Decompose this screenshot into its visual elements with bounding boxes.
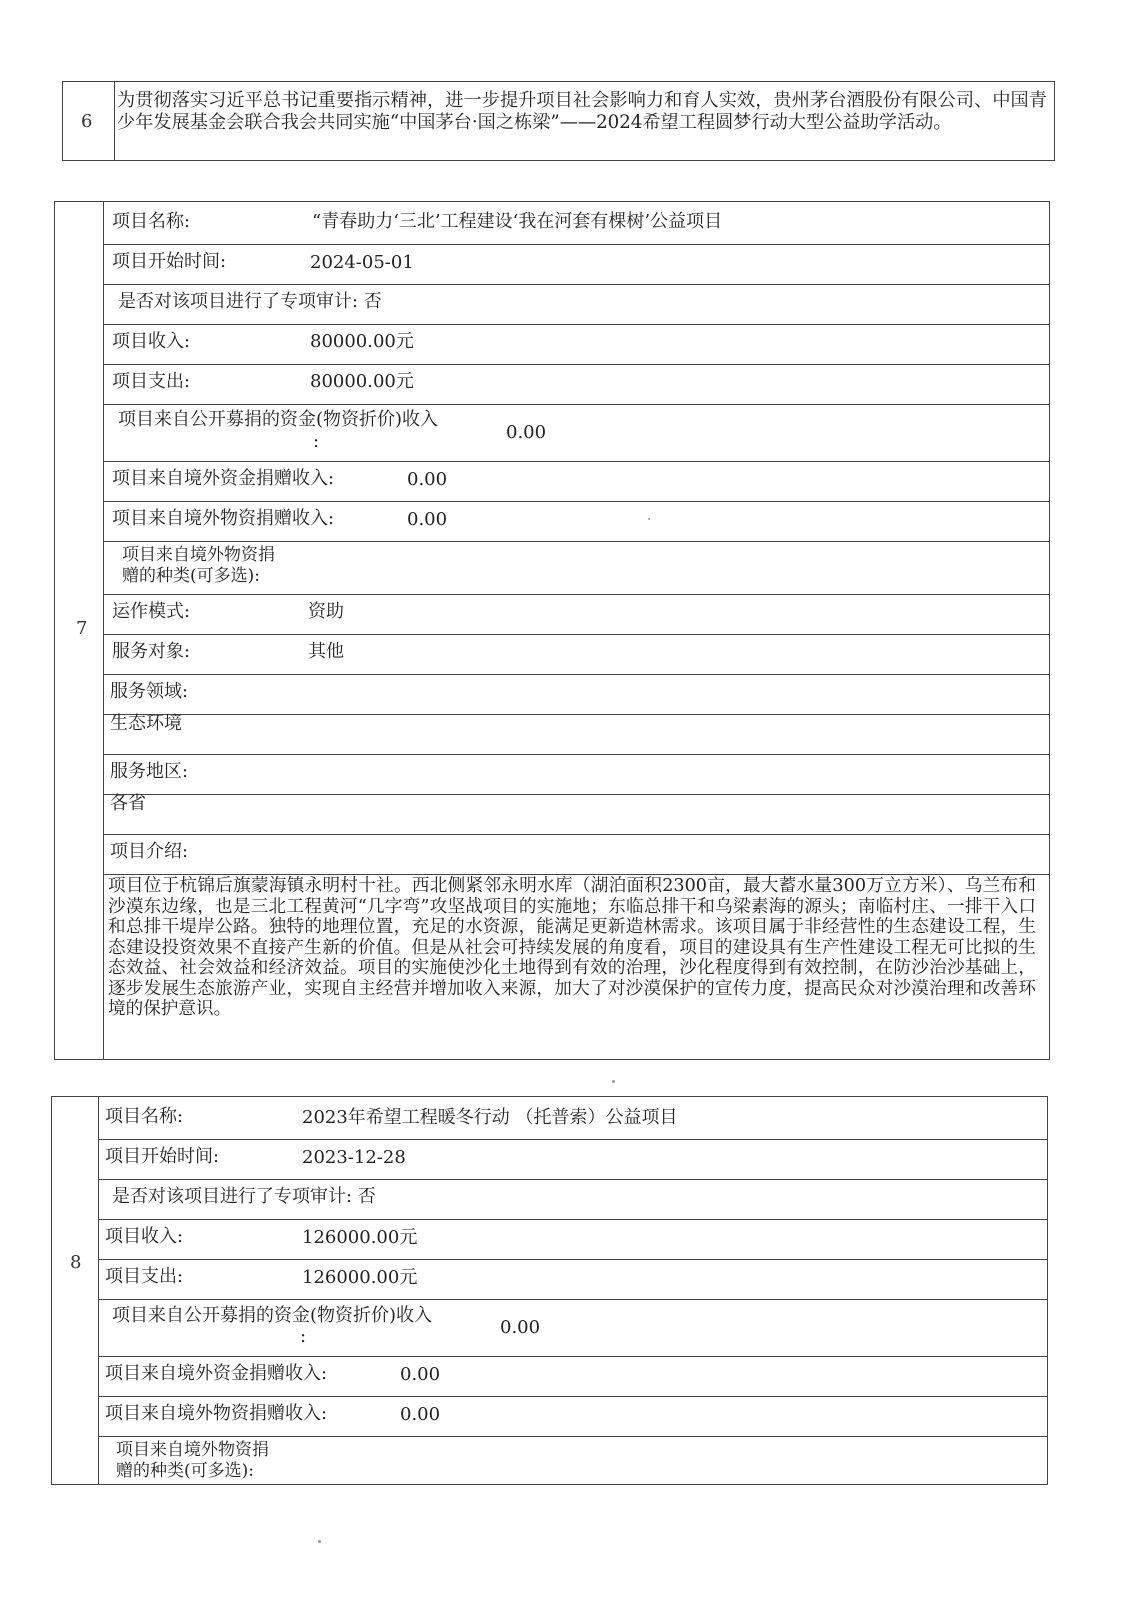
section-6-text: 为贯彻落实习近平总书记重要指示精神，进一步提升项目社会影响力和育人实效，贵州茅台酒股份有限公司、中国青少年发展基金会联合我会共同实施“中国茅台·国之栋梁”——2024希望工程圆梦行动大型公益助学活动。 <box>117 90 1047 133</box>
s8-row-line <box>98 1356 1048 1357</box>
s7-target-label: 服务对象: <box>112 641 191 662</box>
s7-public-fund-value: 0.00 <box>506 422 547 443</box>
scan-speck <box>318 1540 321 1543</box>
s7-expense-label: 项目支出: <box>112 371 191 392</box>
s7-row-line <box>103 874 1050 875</box>
s8-expense-value: 126000.00元 <box>302 1267 418 1288</box>
s7-income-label: 项目收入: <box>112 331 191 352</box>
s8-public-fund-label: 项目来自公开募捐的资金(物资折价)收入 <box>112 1305 433 1326</box>
s7-row-line <box>103 461 1050 462</box>
s7-field-value: 生态环境 <box>110 713 182 734</box>
s7-row-line <box>103 674 1050 675</box>
s8-foreign-goods-type-label-2: 赠的种类(可多选): <box>116 1461 254 1481</box>
s8-audit-text: 是否对该项目进行了专项审计: 否 <box>112 1186 376 1207</box>
s8-public-fund-colon: : <box>300 1326 307 1347</box>
s8-row-line <box>98 1299 1048 1300</box>
s7-row-line <box>103 834 1050 835</box>
scan-speck <box>648 518 650 520</box>
section-8-divider <box>98 1096 99 1485</box>
s8-public-fund-value: 0.00 <box>500 1317 541 1338</box>
s7-row-line <box>103 594 1050 595</box>
s7-row-line <box>103 404 1050 405</box>
s7-row-line <box>103 541 1050 542</box>
section-6-number: 6 <box>81 111 93 132</box>
s8-row-line <box>98 1219 1048 1220</box>
section-6-divider <box>114 81 115 161</box>
s7-income-value: 80000.00元 <box>310 331 414 352</box>
s7-foreign-goods-type-label-2: 赠的种类(可多选): <box>122 566 260 586</box>
s7-expense-value: 80000.00元 <box>310 371 414 392</box>
s8-expense-label: 项目支出: <box>105 1266 184 1287</box>
s7-field-label: 服务领域: <box>110 681 189 702</box>
s7-start-date-value: 2024-05-01 <box>310 252 414 273</box>
s8-foreign-cash-label: 项目来自境外资金捐赠收入: <box>105 1363 328 1384</box>
s8-row-line <box>98 1396 1048 1397</box>
s8-row-line <box>98 1139 1048 1140</box>
s7-row-line <box>103 324 1050 325</box>
s7-mode-value: 资助 <box>308 601 344 622</box>
s8-income-label: 项目收入: <box>105 1226 184 1247</box>
s7-start-date-label: 项目开始时间: <box>112 251 227 272</box>
s7-foreign-goods-value: 0.00 <box>407 509 448 530</box>
s7-row-line <box>103 714 1050 715</box>
s7-intro-label: 项目介绍: <box>110 841 189 862</box>
s8-income-value: 126000.00元 <box>302 1227 418 1248</box>
s8-foreign-goods-type-label-1: 项目来自境外物资捐 <box>116 1440 269 1460</box>
s7-row-line <box>103 634 1050 635</box>
section-7-number: 7 <box>76 618 88 639</box>
s7-row-line <box>103 754 1050 755</box>
s7-foreign-cash-label: 项目来自境外资金捐赠收入: <box>112 468 335 489</box>
s8-row-line <box>98 1436 1048 1437</box>
s8-project-name-value: 2023年希望工程暖冬行动 （托普索）公益项目 <box>302 1107 678 1128</box>
section-7-divider <box>103 201 104 1060</box>
s7-row-line <box>103 501 1050 502</box>
s7-foreign-cash-value: 0.00 <box>407 469 448 490</box>
s8-project-name-label: 项目名称: <box>105 1106 184 1127</box>
s7-row-line <box>103 284 1050 285</box>
s8-foreign-goods-label: 项目来自境外物资捐赠收入: <box>105 1403 328 1424</box>
s7-row-line <box>103 244 1050 245</box>
s7-target-value: 其他 <box>308 641 344 662</box>
s7-row-line <box>103 364 1050 365</box>
s7-project-name-value: “青春助力‘三北’工程建设‘我在河套有棵树’公益项目 <box>312 211 723 232</box>
s7-project-name-label: 项目名称: <box>112 211 191 232</box>
s8-foreign-cash-value: 0.00 <box>400 1364 441 1385</box>
s7-public-fund-colon: : <box>313 431 320 452</box>
s7-audit-text: 是否对该项目进行了专项审计: 否 <box>118 291 382 312</box>
s8-row-line <box>98 1259 1048 1260</box>
section-8-number: 8 <box>70 1252 82 1273</box>
s7-intro-text: 项目位于杭锦后旗蒙海镇永明村十社。西北侧紧邻永明水库（湖泊面积2300亩，最大蓄水量300万立方米）、乌兰布和沙漠东边缘，也是三北工程黄河“几字弯”攻坚战项目的实施地；东临总排干和乌梁素海的源头；南临村庄、一排干入口和总排干堤岸公路。独特的地理位置，充足的水资源，能满足更新造林需求。该项目属于非经营性的生态建设工程，生态建设投资效果不直接产生新的价值。但是从社会可持续发展的角度看，项目的建设具有生产性建设工程无可比拟的生态效益、社会效益和经济效益。项目的实施使沙化土地得到有效的治理，沙化程度得到有效控制，在防沙治沙基础上，逐步发展生态旅游产业，实现自主经营并增加收入来源，加大了对沙漠保护的宣传力度，提高民众对沙漠治理和改善环境的保护意识。 <box>108 876 1036 1019</box>
s8-start-date-label: 项目开始时间: <box>105 1146 220 1167</box>
s7-region-value: 各省 <box>110 793 146 814</box>
s7-public-fund-label: 项目来自公开募捐的资金(物资折价)收入 <box>118 409 439 430</box>
s7-row-line <box>103 794 1050 795</box>
s8-row-line <box>98 1179 1048 1180</box>
s7-foreign-goods-type-label-1: 项目来自境外物资捐 <box>122 545 275 565</box>
s8-foreign-goods-value: 0.00 <box>400 1404 441 1425</box>
s7-region-label: 服务地区: <box>110 761 189 782</box>
scan-speck <box>612 1080 615 1083</box>
s8-start-date-value: 2023-12-28 <box>302 1147 406 1168</box>
s7-foreign-goods-label: 项目来自境外物资捐赠收入: <box>112 508 335 529</box>
s7-mode-label: 运作模式: <box>112 601 191 622</box>
